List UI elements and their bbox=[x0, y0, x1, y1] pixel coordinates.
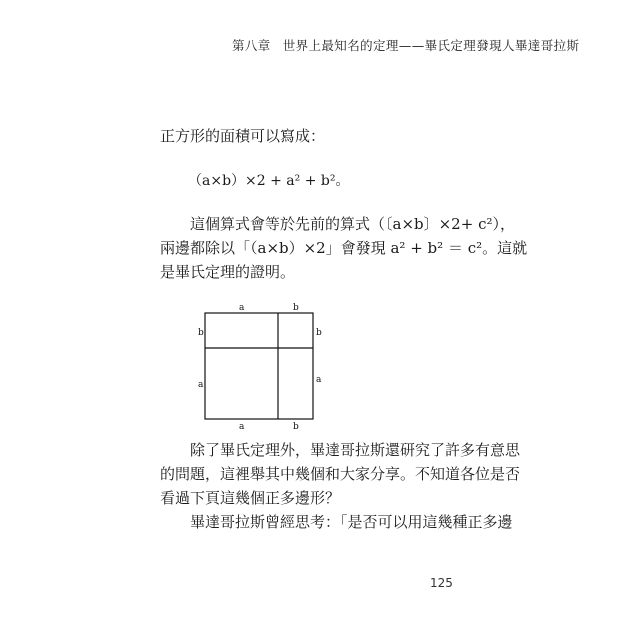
square-diagram bbox=[196, 300, 332, 434]
paragraph-line: 是畢氏定理的證明。 bbox=[160, 263, 296, 281]
page-number: 125 bbox=[430, 576, 453, 590]
label-top-b: b bbox=[293, 303, 299, 313]
paragraph-other-problems bbox=[160, 438, 520, 510]
outer-square bbox=[205, 313, 313, 419]
paragraph-line: 的問題，這裡舉其中幾個和大家分享。不知道各位是否 bbox=[160, 465, 521, 483]
page-header bbox=[232, 36, 579, 54]
label-right-b: b bbox=[316, 328, 322, 338]
paragraph-line: 兩邊都除以「（a×b）×2」會發現 a² + b² ＝ c²。這就 bbox=[160, 239, 528, 257]
paragraph-proof bbox=[160, 212, 527, 284]
area-formula: （a×b）×2 + a² + b²。 bbox=[188, 173, 350, 189]
label-right-a: a bbox=[316, 375, 322, 385]
body-line-1: 正方形的面積可以寫成： bbox=[160, 127, 326, 145]
label-top-a: a bbox=[239, 303, 245, 313]
paragraph-polygon-question bbox=[160, 510, 513, 534]
label-bottom-a: a bbox=[239, 422, 245, 432]
label-bottom-b: b bbox=[293, 422, 299, 432]
paragraph-line: 這個算式會等於先前的算式（〔a×b〕×2+ c²）， bbox=[160, 215, 515, 233]
paragraph-line: 畢達哥拉斯曾經思考：「是否可以用這幾種正多邊 bbox=[160, 513, 513, 531]
label-left-a: a bbox=[198, 380, 204, 390]
paragraph-line: 除了畢氏定理外，畢達哥拉斯還研究了許多有意思 bbox=[160, 441, 521, 459]
chapter-label: 第八章 bbox=[232, 38, 271, 53]
chapter-title: 世界上最知名的定理——畢氏定理發現人畢達哥拉斯 bbox=[282, 38, 580, 53]
paragraph-line: 看過下頁這幾個正多邊形？ bbox=[160, 489, 341, 507]
label-left-b: b bbox=[198, 328, 204, 338]
